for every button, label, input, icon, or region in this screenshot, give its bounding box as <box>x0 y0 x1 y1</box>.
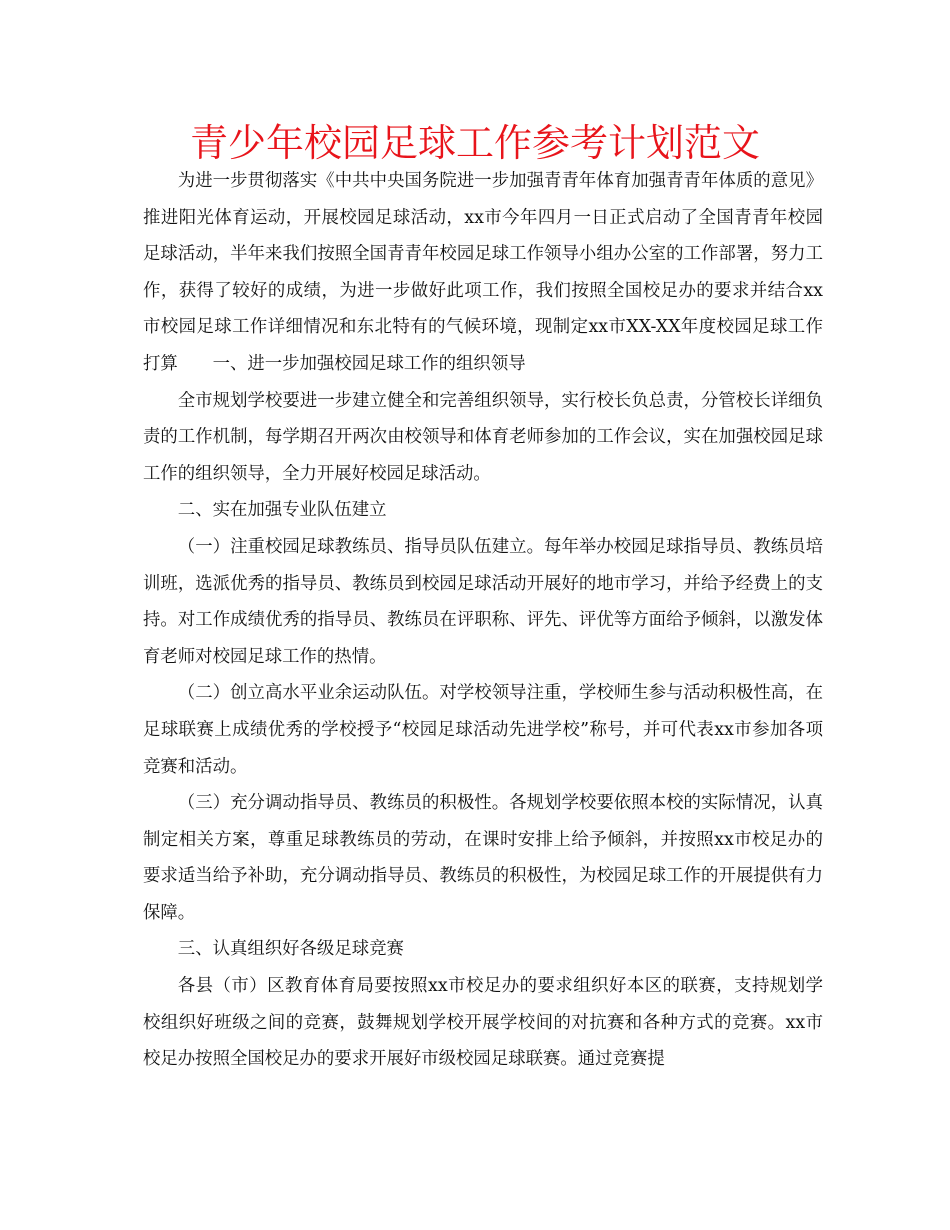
paragraph-intro: 为进一步贯彻落实《中共中央国务院进一步加强青青年体育加强青青年体质的意见》推进阳光体育运动，开展校园足球活动，xx市今年四月一日正式启动了全国青青年校园足球活动，半年来我们按照全国青青年校园足球工作领导小组办公室的工作部署，努力工作，获得了较好的成绩，为进一步做好此项工作，我们按照全国校足办的要求并结合xx市校园足球工作详细情况和东北特有的气候环境，现制定xx市XX-XX年度校园足球工作打算 一、进一步加强校园足球工作的组织领导 <box>143 171 823 374</box>
paragraph-item-1: （一）注重校园足球教练员、指导员队伍建立。每年举办校园足球指导员、教练员培训班，选派优秀的指导员、教练员到校园足球活动开展好的地市学习，并给予经费上的支持。对工作成绩优秀的指导员、教练员在评职称、评先、评优等方面给予倾斜，以激发体育老师对校园足球工作的热情。 <box>143 536 823 667</box>
paragraph-item-2: （二）创立高水平业余运动队伍。对学校领导注重，学校师生参与活动积极性高，在足球联赛上成绩优秀的学校授予“校园足球活动先进学校”称号，并可代表xx市参加各项竞赛和活动。 <box>143 683 823 777</box>
document-title: 青少年校园足球工作参考计划范文 <box>189 121 760 165</box>
section-heading-2: 二、实在加强专业队伍建立 <box>177 500 387 521</box>
paragraph-organization: 全市规划学校要进一步建立健全和完善组织领导，实行校长负总责，分管校长详细负责的工作机制，每学期召开两次由校领导和体育老师参加的工作会议，实在加强校园足球工作的组织领导，全力开展好校园足球活动。 <box>143 390 823 484</box>
paragraph-competitions: 各县（市）区教育体育局要按照xx市校足办的要求组织好本区的联赛，支持规划学校组织好班级之间的竞赛，鼓舞规划学校开展学校间的对抗赛和各种方式的竞赛。xx市校足办按照全国校足办的要求开展好市级校园足球联赛。通过竞赛提 <box>143 976 823 1070</box>
paragraph-item-3: （三）充分调动指导员、教练员的积极性。各规划学校要依照本校的实际情况，认真制定相关方案，尊重足球教练员的劳动，在课时安排上给予倾斜，并按照xx市校足办的要求适当给予补助，充分调动指导员、教练员的积极性，为校园足球工作的开展提供有力保障。 <box>143 793 823 923</box>
document-body <box>143 163 823 1078</box>
section-heading-3: 三、认真组织好各级足球竞赛 <box>177 939 404 960</box>
